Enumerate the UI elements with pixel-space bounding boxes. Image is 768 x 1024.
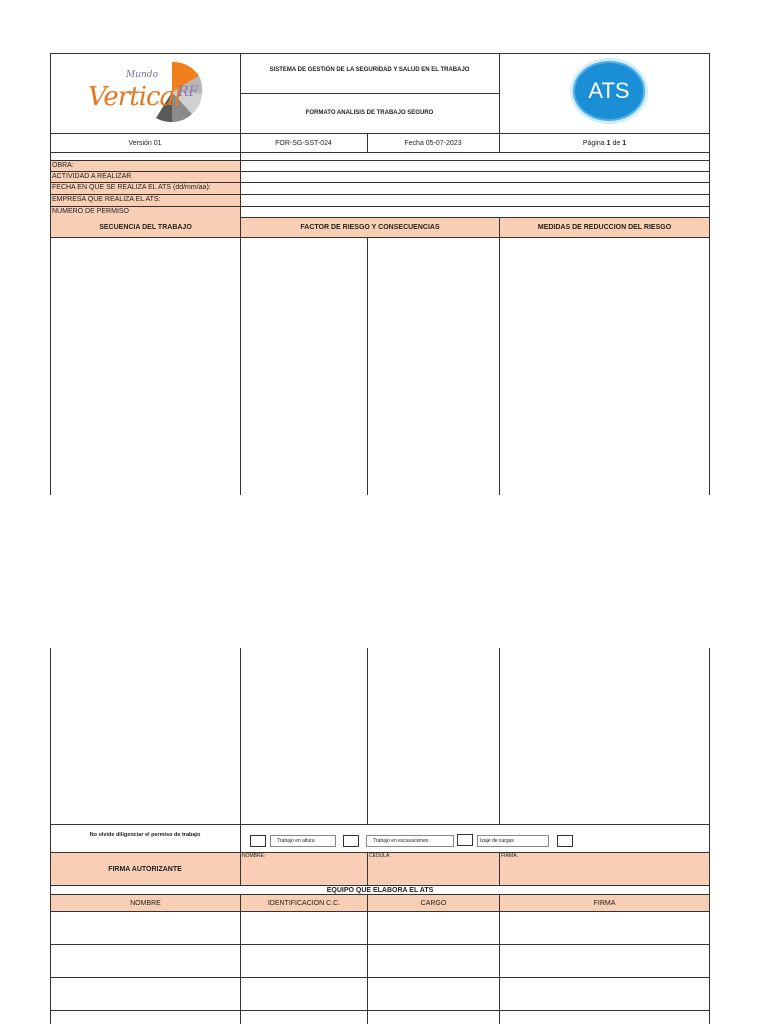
column-line: [50, 238, 51, 495]
team-column-line: [240, 912, 241, 1024]
column-line: [709, 648, 710, 824]
field-obra-value[interactable]: [241, 161, 709, 172]
team-header-role: CARGO: [368, 895, 500, 912]
team-header-name: NOMBRE: [50, 895, 241, 912]
team-header-id: IDENTIFICACION C.C.: [241, 895, 368, 912]
team-column-line: [367, 912, 368, 1024]
field-fecha: FECHA EN QUE SE REALIZA EL ATS (dd/mm/aa):: [51, 183, 240, 195]
checkbox-izaje[interactable]: [457, 834, 473, 846]
checkbox-altura[interactable]: [250, 835, 266, 847]
header-divider: [240, 93, 499, 94]
field-permiso-value[interactable]: [241, 207, 709, 218]
checkbox-excavaciones[interactable]: [343, 835, 359, 847]
ats-badge: [570, 58, 648, 124]
option-altura: Trabajo en altura: [270, 835, 336, 847]
page-of: de: [612, 139, 621, 147]
team-header-signature: FIRMA: [500, 895, 710, 912]
authorizer-id[interactable]: CEDULA:: [369, 853, 391, 859]
option-excavaciones: Trabajo en excavaciones: [366, 835, 454, 847]
column-line: [50, 648, 51, 824]
authorizer-signature[interactable]: FIRMA:: [501, 853, 518, 859]
format-title: FORMATO ANALISIS DE TRABAJO SEGURO: [305, 110, 434, 116]
authorizer-divider: [240, 853, 241, 886]
column-header-measures: MEDIDAS DE REDUCCION DEL RIESGO: [500, 218, 710, 238]
team-row[interactable]: [50, 945, 710, 978]
column-line: [499, 238, 500, 495]
ats-badge-text: ATS: [588, 78, 630, 103]
permit-divider: [240, 824, 241, 853]
authorizer-name[interactable]: NOMBRE:: [242, 853, 266, 859]
team-column-line: [499, 912, 500, 1024]
page-number: 1: [606, 139, 611, 147]
authorizer-divider: [367, 853, 368, 886]
field-empresa-value[interactable]: [241, 195, 709, 207]
field-permiso: NUMERO DE PERMISO: [51, 207, 240, 218]
column-line: [367, 648, 368, 824]
page-indicator: [499, 133, 710, 153]
column-header-sequence: SECUENCIA DEL TRABAJO: [50, 218, 241, 238]
page-total: 1: [622, 139, 627, 147]
team-row[interactable]: [50, 978, 710, 1011]
team-row[interactable]: [50, 1011, 710, 1024]
authorizer-label: FIRMA AUTORIZANTE: [108, 865, 182, 873]
logo-small-text: Mundo: [126, 70, 158, 80]
column-line: [499, 648, 500, 824]
column-header-risk: FACTOR DE RIESGO Y CONSECUENCIAS: [241, 218, 500, 238]
team-title: EQUIPO QUE ELABORA EL ATS: [50, 886, 710, 895]
column-line: [709, 238, 710, 495]
column-line: [240, 648, 241, 824]
logo-text: Vertical: [88, 82, 182, 112]
page-prefix: Página: [582, 139, 605, 147]
permit-reminder: No olvide diligenciar el permiso de trabajo: [89, 832, 201, 838]
team-row[interactable]: [50, 912, 710, 945]
logo-suffix: RF: [178, 84, 199, 100]
document-code: FOR-SG-SST-024: [275, 139, 332, 147]
fields-spacer: [50, 153, 710, 161]
option-izaje: Izaje de cargas: [477, 835, 549, 847]
field-actividad-value[interactable]: [241, 172, 709, 183]
checkbox-extra[interactable]: [557, 835, 573, 847]
field-empresa: EMPRESA QUE REALIZA EL ATS:: [51, 195, 240, 207]
version-label: Versión 01: [128, 139, 162, 147]
field-fecha-value[interactable]: [241, 183, 709, 195]
system-title: SISTEMA DE GESTIÓN DE LA SEGURIDAD Y SALUD EN EL TRABAJO: [269, 67, 470, 73]
column-line: [240, 238, 241, 495]
field-actividad: ACTIVIDAD A REALIZAR: [51, 172, 240, 183]
authorizer-divider: [499, 853, 500, 886]
field-obra: OBRA:: [51, 161, 240, 172]
column-line: [367, 238, 368, 495]
document-date: Fecha 05-07-2023: [404, 139, 462, 147]
company-logo: [86, 58, 226, 128]
